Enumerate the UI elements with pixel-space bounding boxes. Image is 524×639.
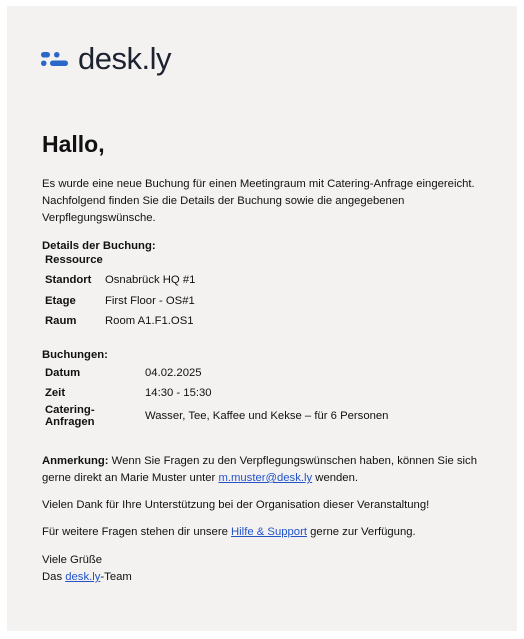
note-text: Wenn Sie Fragen zu den Verpflegungswünschen haben, können Sie sich gerne direkt an Marie Muster unter [42, 455, 477, 484]
details-title: Details der Buchung: [42, 240, 156, 252]
note-text-end: wenden. [312, 472, 358, 484]
bookings-table [42, 363, 388, 428]
signature [42, 569, 487, 586]
detail-label: Raum [45, 315, 77, 328]
details-row [42, 270, 195, 290]
note-label: Anmerkung: [42, 455, 109, 467]
booking-label: Datum [45, 367, 81, 380]
detail-value: Room A1.F1.OS1 [105, 315, 194, 328]
booking-value: 14:30 - 15:30 [145, 387, 212, 400]
greeting-heading: Hallo, [42, 131, 105, 157]
email-card [7, 6, 517, 631]
intro-text: Es wurde eine neue Buchung für einen Meetingraum mit Catering-Anfrage eingereicht. Nachfolgend finden Sie die Details der Buchung sowie die angegebenen Verpflegungswünsche. [42, 178, 475, 224]
details-header-row [42, 250, 195, 270]
brand-logo[interactable] [41, 43, 171, 74]
signature-text: Das [42, 571, 66, 583]
booking-row [42, 404, 388, 428]
booking-value: 04.02.2025 [145, 367, 202, 380]
detail-value: Osnabrück HQ #1 [105, 274, 196, 287]
support-text: Für weitere Fragen stehen dir unsere [42, 526, 232, 538]
bookings-title: Buchungen: [42, 349, 108, 361]
booking-label: Zeit [45, 387, 66, 400]
booking-value: Wasser, Tee, Kaffee und Kekse – für 6 Personen [145, 409, 389, 422]
resource-header: Ressource [45, 254, 103, 267]
signature-text-end: -Team [100, 571, 132, 583]
booking-row [42, 383, 388, 403]
detail-label: Etage [45, 294, 76, 307]
details-table [42, 250, 195, 331]
support-text-end: gerne zur Verfügung. [307, 526, 416, 538]
thanks-text: Vielen Dank für Ihre Unterstützung bei der Organisation dieser Veranstaltung! [42, 499, 430, 511]
details-row [42, 291, 195, 311]
help-support-link[interactable]: Hilfe & Support [231, 526, 307, 538]
booking-row [42, 363, 388, 383]
support-paragraph [42, 524, 487, 541]
brand-name: desk.ly [78, 41, 171, 76]
desk-logo-icon [41, 50, 73, 68]
closing-text: Viele Grüße [42, 554, 103, 566]
detail-label: Standort [45, 274, 92, 287]
booking-label: Catering-Anfragen [45, 403, 95, 428]
deskly-link[interactable]: desk.ly [65, 571, 101, 583]
detail-value: First Floor - OS#1 [105, 294, 195, 307]
details-row [42, 311, 195, 331]
note-paragraph [42, 453, 487, 487]
contact-email-link[interactable]: m.muster@desk.ly [218, 472, 313, 484]
